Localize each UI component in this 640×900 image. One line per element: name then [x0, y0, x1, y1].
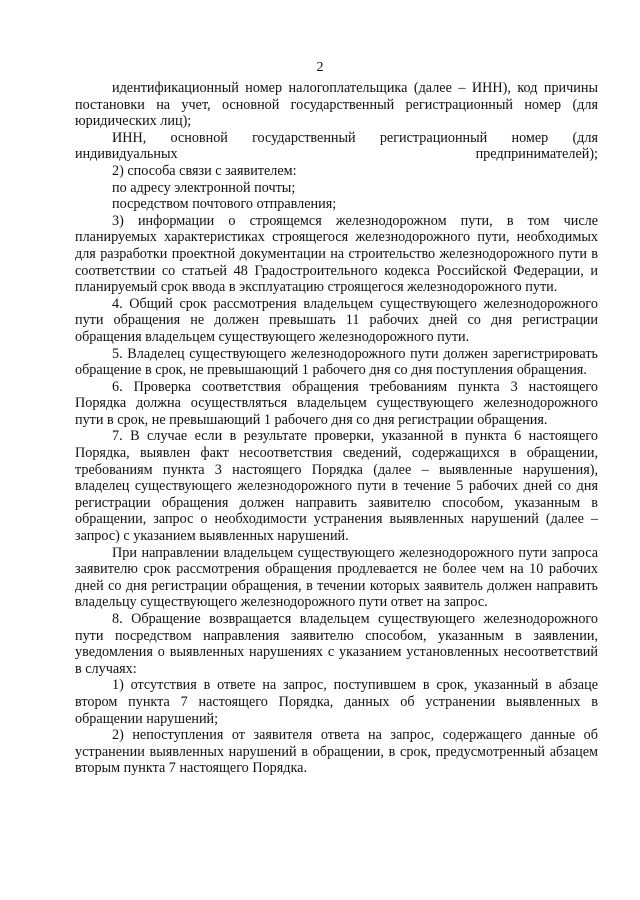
paragraph-item-6: 6. Проверка соответствия обращения требованиям пункта 3 настоящего Порядка должна осуществляться владельцем существующего железнодорожного пути в срок, не превышающий 1 рабочего дня со дня регистрации обращения.	[75, 378, 598, 428]
document-body	[75, 80, 598, 777]
paragraph-email: по адресу электронной почты;	[112, 179, 296, 196]
paragraph-railway-info: 3) информации о строящемся железнодорожном пути, в том числе планируемых характеристиках строящегося железнодорожного пути, необходимых для разработки проектной документации на строительство железнодорожного пути в соответствии со статьей 48 Градостроительного кодекса Российской Федерации, и планируемый срок ввода в эксплуатацию строящегося железнодорожного пути.	[75, 212, 598, 296]
paragraph-item-7: 7. В случае если в результате проверки, указанной в пункта 6 настоящего Порядка, выявлен факт несоответствия сведений, содержащихся в обращении, требованиям пункта 3 настоящего Порядка (далее – выявленные нарушения), владелец существующего железнодорожного пути в течение 5 рабочих дней со дня регистрации обращения должен направить заявителю способом, указанным в обращении, запрос о необходимости устранения выявленных нарушений (далее – запрос) с указанием выявленных нарушений.	[75, 428, 598, 545]
paragraph-item-8: 8. Обращение возвращается владельцем существующего железнодорожного пути посредством направления заявителю способом, указанным в заявлении, уведомления о выявленных нарушениях с указанием установленных несоответствий в случаях:	[75, 611, 598, 677]
paragraph-inn-legal: идентификационный номер налогоплательщика (далее – ИНН), код причины постановки на учет, основной государственный регистрационный номер (для юридических лиц);	[75, 80, 598, 130]
paragraph-item-8-case-2: 2) непоступления от заявителя ответа на запрос, содержащего данные об устранении выявленных нарушений в обращении, в срок, предусмотренный абзацем вторым пункта 7 настоящего Порядка.	[75, 727, 598, 777]
paragraph-item-7-extension: При направлении владельцем существующего железнодорожного пути запроса заявителю срок рассмотрения обращения продлевается не более чем на 10 рабочих дней со дня регистрации обращения, в течении которых заявитель должен направить владельцу существующего железнодорожного пути ответ на запрос.	[75, 544, 598, 611]
paragraph-contact-method: 2) способа связи с заявителем:	[112, 162, 297, 179]
paragraph-inn-individual: ИНН, основной государственный регистрационный номер (для индивидуальных предпринимателей);	[75, 129, 598, 163]
paragraph-item-5: 5. Владелец существующего железнодорожного пути должен зарегистрировать обращение в срок, не превышающий 1 рабочего дня со дня поступления обращения.	[75, 345, 598, 379]
page-number: 2	[316, 60, 324, 75]
paragraph-item-4: 4. Общий срок рассмотрения владельцем существующего железнодорожного пути обращения не должен превышать 11 рабочих дней со дня регистрации обращения владельцем существующего железнодорожного пути.	[75, 295, 598, 345]
paragraph-post: посредством почтового отправления;	[112, 196, 337, 213]
paragraph-item-8-case-1: 1) отсутствия в ответе на запрос, поступившем в срок, указанный в абзаце втором пункта 7 настоящего Порядка, данных об устранении выявленных в обращении нарушений;	[75, 677, 598, 727]
